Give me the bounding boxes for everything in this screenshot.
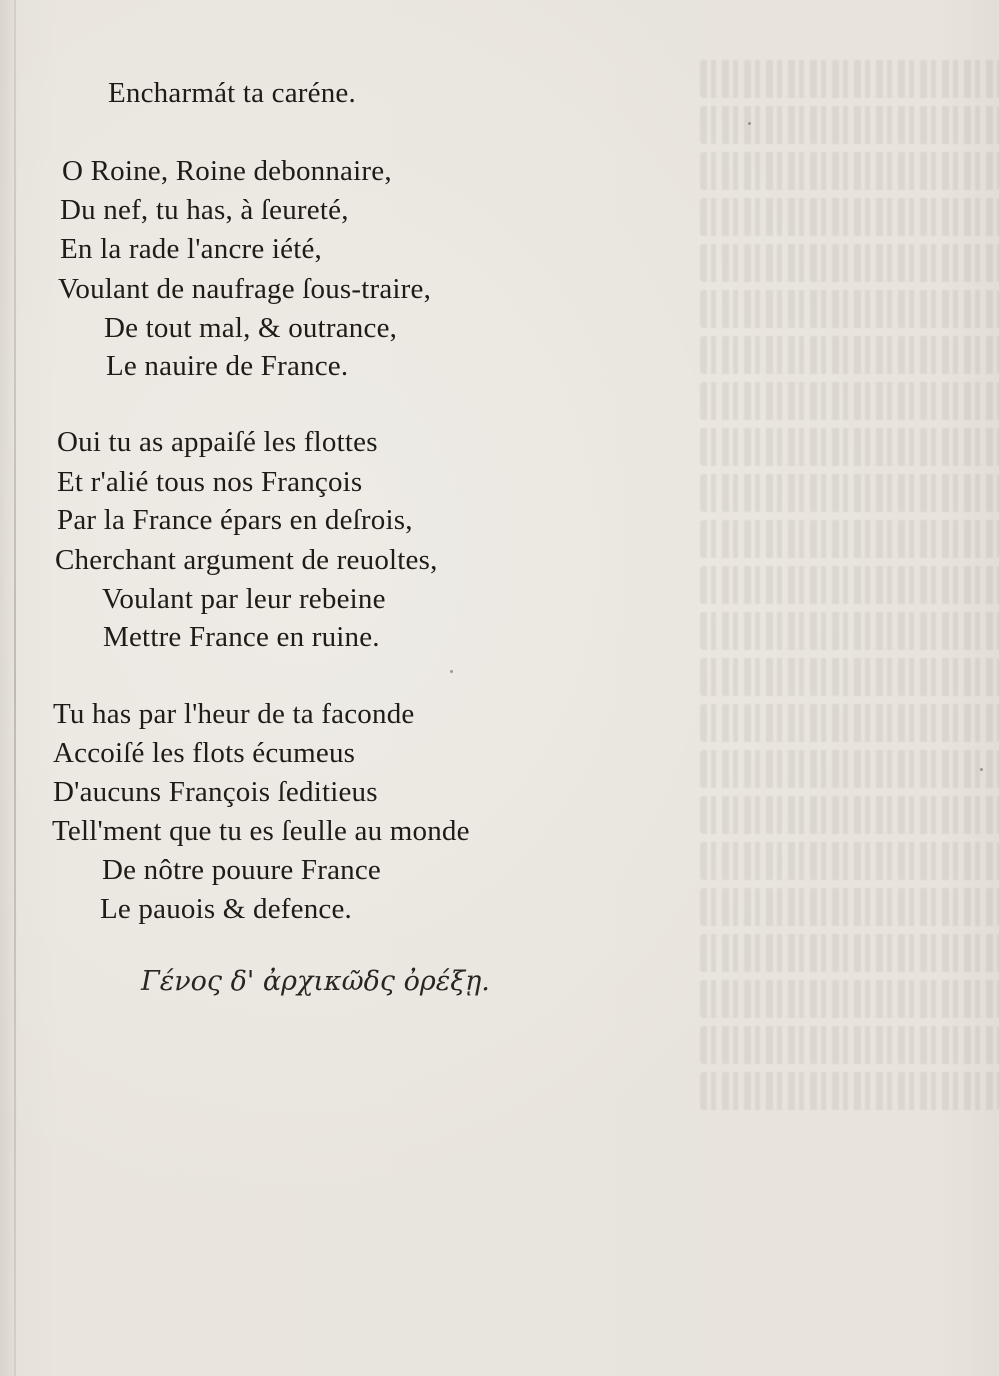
verse-line: Par la France épars en deſrois, bbox=[57, 504, 413, 536]
verse-line: Mettre France en ruine. bbox=[103, 621, 380, 653]
verse-line: D'aucuns François ſeditieus bbox=[53, 776, 378, 808]
paper-speck bbox=[748, 122, 751, 125]
paper-speck bbox=[450, 670, 453, 673]
verse-line: Du nef, tu has, à ſeureté, bbox=[60, 194, 349, 226]
verse-line: Accoiſé les flots écumeus bbox=[53, 737, 356, 769]
verse-line: De nôtre pouure France bbox=[102, 854, 381, 886]
greek-motto: Γένος δ' ἀρχικῶδς ὀρέξῃ. bbox=[141, 966, 490, 997]
verse-line: En la rade l'ancre iété, bbox=[60, 233, 323, 265]
verse-line: Oui tu as appaiſé les flottes bbox=[57, 426, 378, 458]
paper-speck bbox=[980, 768, 983, 771]
verse-line: Voulant de naufrage ſous-traire, bbox=[58, 273, 432, 305]
verse-line: Voulant par leur rebeine bbox=[102, 583, 386, 615]
verse-line: Cherchant argument de reuoltes, bbox=[55, 544, 438, 576]
verse-line: Le pauois & defence. bbox=[100, 893, 353, 925]
verse-line: Et r'alié tous nos François bbox=[57, 466, 363, 498]
verse-line: De tout mal, & outrance, bbox=[104, 312, 398, 344]
verse-line: Tell'ment que tu es ſeulle au monde bbox=[52, 815, 470, 847]
verse-line: Tu has par l'heur de ta faconde bbox=[53, 698, 415, 730]
verse-line: O Roine, Roine debonnaire, bbox=[62, 155, 392, 187]
verse-line: Le nauire de France. bbox=[106, 350, 349, 382]
verse-line: Encharmát ta caréne. bbox=[108, 77, 356, 109]
